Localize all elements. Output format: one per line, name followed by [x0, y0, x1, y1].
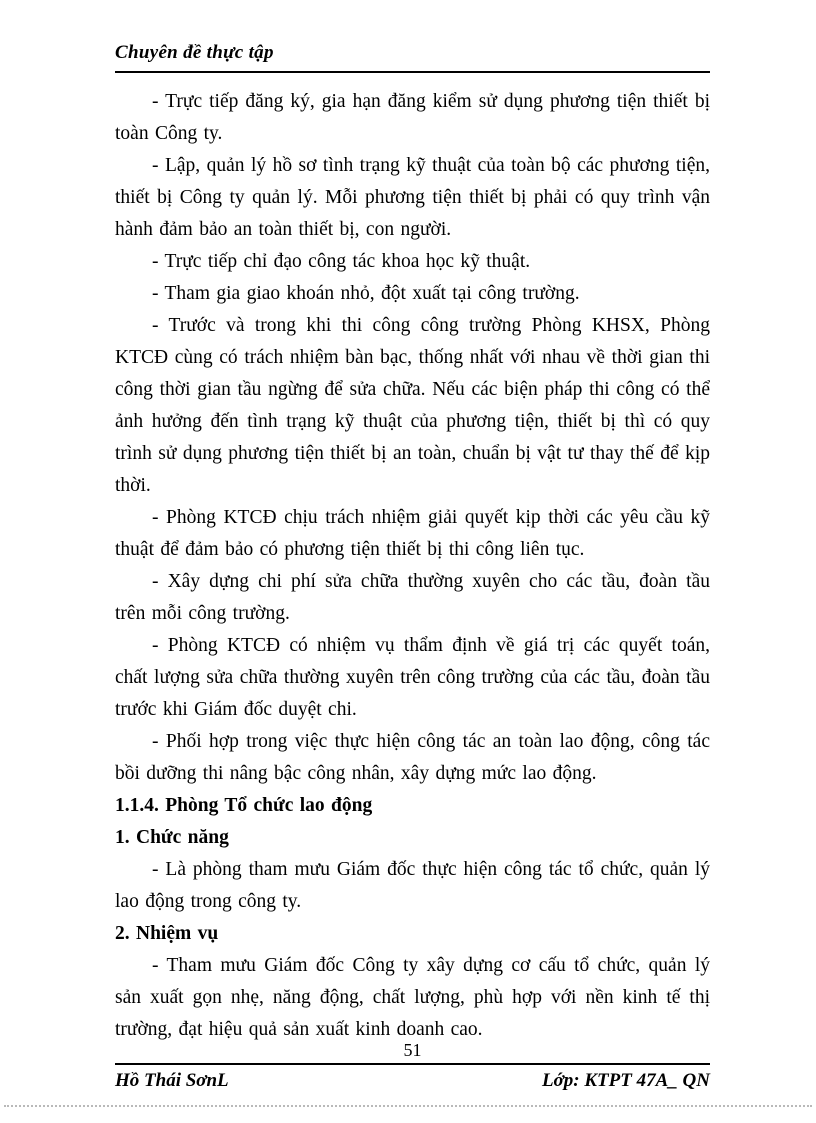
footer-class: Lớp: KTPT 47A_ QN	[542, 1070, 710, 1091]
document-body	[115, 86, 710, 1046]
section-heading: 1.1.4. Phòng Tổ chức lao động	[115, 795, 373, 816]
paragraph: - Phối hợp trong việc thực hiện công tác an toàn lao động, công tác bồi dưỡng thi nâng bậc công nhân, xây dựng mức lao động.	[115, 731, 710, 784]
page-footer	[115, 1040, 710, 1092]
footer-author: Hồ Thái SơnL	[115, 1070, 229, 1091]
paragraph: - Phòng KTCĐ chịu trách nhiệm giải quyết kịp thời các yêu cầu kỹ thuật để đảm bảo có phương tiện thiết bị thi công liên tục.	[115, 507, 710, 560]
paragraph: - Phòng KTCĐ có nhiệm vụ thẩm định về giá trị các quyết toán, chất lượng sửa chữa thường xuyên trên công trường của các tầu, đoàn tầu trước khi Giám đốc duyệt chi.	[115, 635, 710, 720]
section-heading: 1. Chức năng	[115, 827, 229, 848]
section-heading: 2. Nhiệm vụ	[115, 923, 219, 944]
bottom-dotted-line	[4, 1105, 812, 1107]
paragraph: - Trực tiếp đăng ký, gia hạn đăng kiểm sử dụng phương tiện thiết bị toàn Công ty.	[115, 91, 710, 144]
paragraph: - Trước và trong khi thi công công trường Phòng KHSX, Phòng KTCĐ cùng có trách nhiệm bàn bạc, thống nhất với nhau về thời gian thi công thời gian tầu ngừng để sửa chữa. Nếu các biện pháp thi công có thể ảnh hưởng đến tình trạng kỹ thuật của phương tiện, thiết bị thì có quy trình sử dụng phương tiện thiết bị an toàn, chuẩn bị vật tư thay thế để kịp thời.	[115, 315, 710, 496]
header-title: Chuyên đề thực tập	[115, 42, 274, 63]
paragraph: - Lập, quản lý hồ sơ tình trạng kỹ thuật của toàn bộ các phương tiện, thiết bị Công ty quản lý. Mỗi phương tiện thiết bị phải có quy trình vận hành đảm bảo an toàn thiết bị, con người.	[115, 155, 710, 240]
page-number: 51	[403, 1040, 422, 1060]
paragraph: - Xây dựng chi phí sửa chữa thường xuyên cho các tầu, đoàn tầu trên mỗi công trường.	[115, 571, 710, 624]
paragraph: - Tham gia giao khoán nhỏ, đột xuất tại công trường.	[152, 283, 580, 304]
paragraph: - Là phòng tham mưu Giám đốc thực hiện công tác tổ chức, quản lý lao động trong công ty.	[115, 859, 710, 912]
footer-row	[115, 1065, 710, 1092]
page-header	[115, 42, 710, 73]
paragraph: - Trực tiếp chỉ đạo công tác khoa học kỹ thuật.	[152, 251, 531, 272]
paragraph: - Tham mưu Giám đốc Công ty xây dựng cơ cấu tổ chức, quản lý sản xuất gọn nhẹ, năng động, chất lượng, phù hợp với nền kinh tế thị trường, đạt hiệu quả sản xuất kinh doanh cao.	[115, 955, 710, 1040]
